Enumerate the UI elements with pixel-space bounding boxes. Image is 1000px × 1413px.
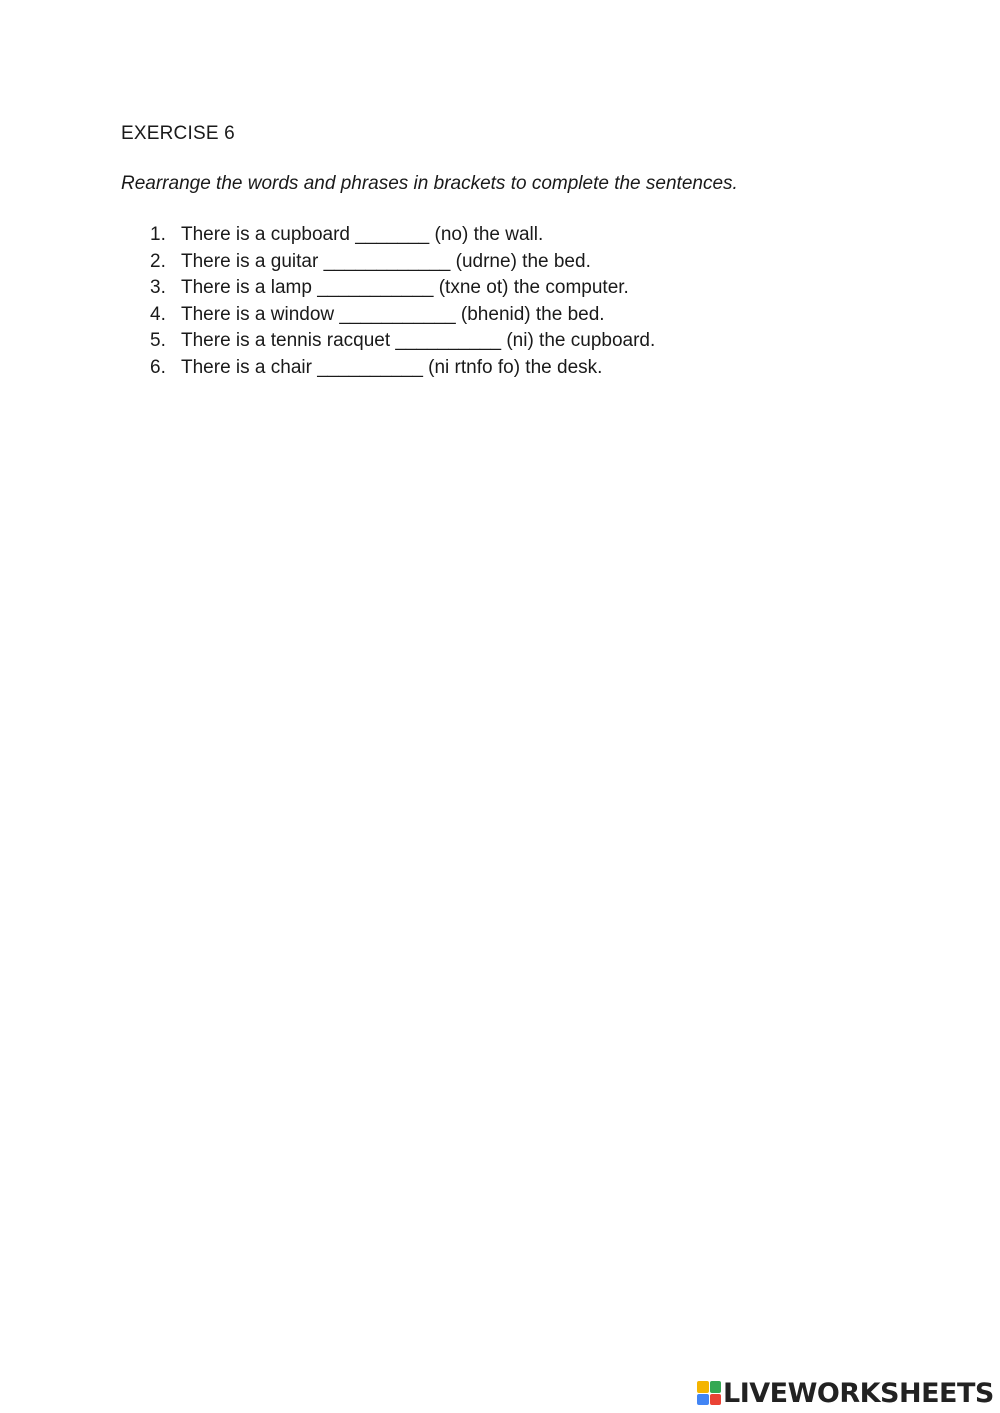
logo-text: LIVEWORKSHEETS [723,1377,994,1409]
item-sentence: There is a window ___________ (bhenid) the bed. [181,303,605,325]
exercise-heading: EXERCISE 6 [121,123,235,144]
item-number: 2. [150,250,166,272]
item-sentence: There is a lamp ___________ (txne ot) the computer. [181,277,629,298]
item-sentence: There is a tennis racquet __________ (ni) the cupboard. [181,330,656,351]
exercise-instructions: Rearrange the words and phrases in brackets to complete the sentences. [121,173,738,194]
item-number: 5. [150,330,166,351]
item-sentence: There is a chair __________ (ni rtnfo fo) the desk. [181,356,603,378]
item-number: 4. [150,303,166,325]
item-sentence: There is a guitar ____________ (udrne) the bed. [181,250,591,272]
item-number: 1. [150,224,166,245]
liveworksheets-logo [697,1376,994,1410]
item-number: 3. [150,277,166,298]
item-sentence: There is a cupboard _______ (no) the wall. [181,224,544,245]
item-number: 6. [150,356,166,378]
liveworksheets-logo-icon [697,1381,721,1405]
